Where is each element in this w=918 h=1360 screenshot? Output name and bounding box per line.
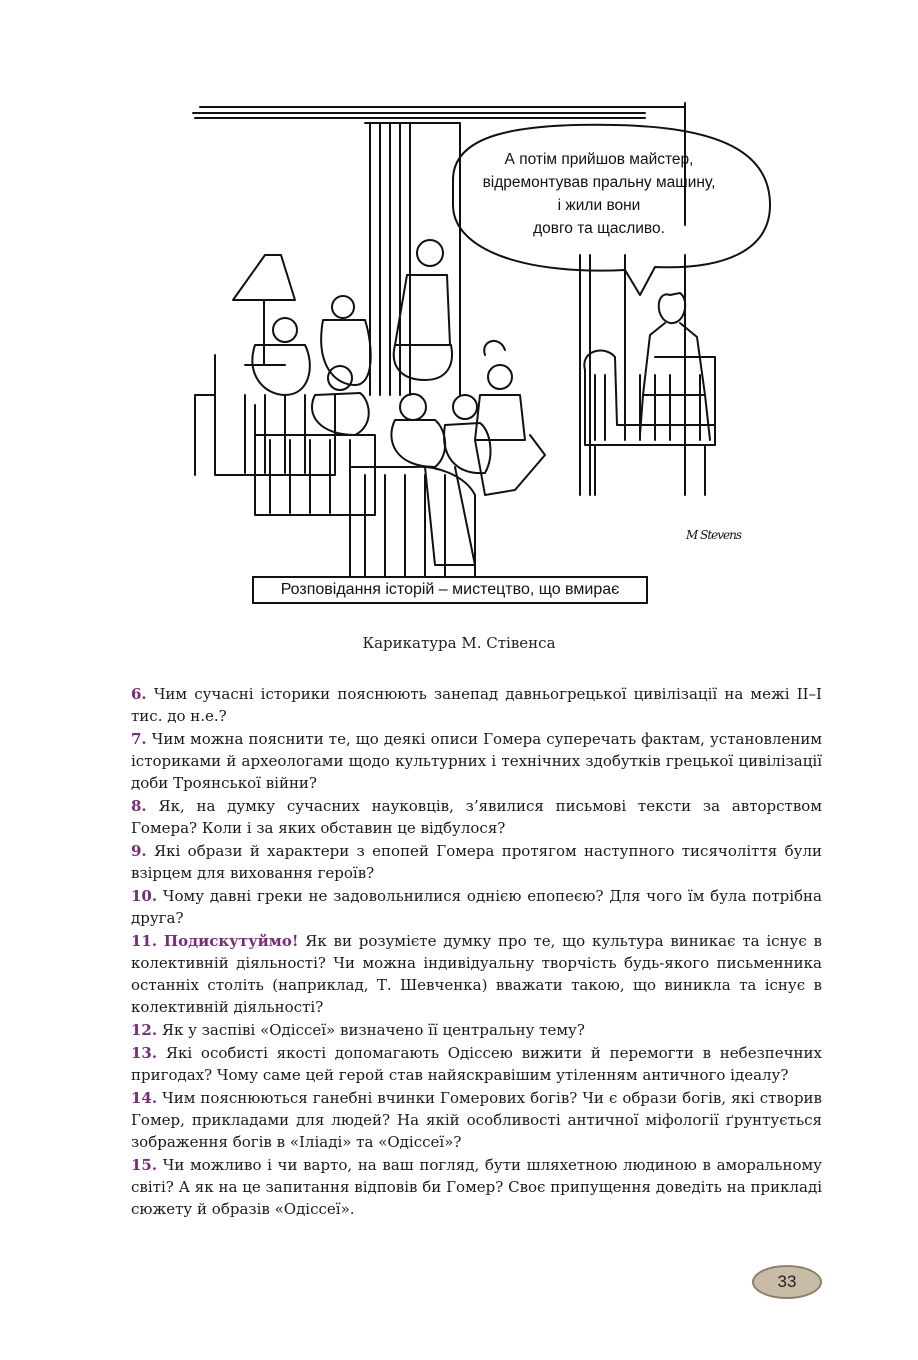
question-text: Які образи й характери з епопей Гомера протягом наступного тисячоліття були взірцем для виховання героїв?	[131, 842, 822, 882]
question-text: Як у заспіві «Одіссеї» визначено її центральну тему?	[161, 1021, 585, 1039]
question-item	[131, 1042, 822, 1086]
speech-bubble-text	[452, 148, 746, 240]
question-text: Як ви розумієте думку про те, що культура виникає та існує в колективній діяльності? Чи можна індивідуальну творчість будь-якого письменника останніх століть (наприклад, Т. Шевченка) вважати такою, що виникла та існує в колективній діяльності?	[131, 932, 822, 1016]
question-number: 14.	[131, 1089, 158, 1107]
figure-caption: Карикатура М. Стівенса	[362, 634, 556, 652]
question-item	[131, 930, 822, 1018]
question-text: Чим сучасні історики пояснюють занепад давньогрецької цивілізації на межі ІІ–І тис. до н.е.?	[131, 685, 822, 725]
speech-line: відремонтував пральну машину,	[482, 174, 716, 191]
question-number: 15.	[131, 1156, 158, 1174]
question-text: Чи можливо і чи варто, на ваш погляд, бути шляхетною людиною в аморальному світі? А як на це запитання відповів би Гомер? Своє припущення доведіть на прикладі сюжету й образів «Одіссеї».	[131, 1156, 822, 1218]
question-item	[131, 840, 822, 884]
question-item	[131, 683, 822, 727]
speech-line: А потім прийшов майстер,	[504, 151, 694, 168]
question-number: 7.	[131, 730, 147, 748]
speech-line: і жили вони	[557, 197, 641, 214]
question-text: Чим пояснюються ганебні вчинки Гомерових богів? Чи є образи богів, які створив Гомер, прикладами для людей? На якій особливості античної міфології ґрунтується зображення богів в «Іліаді» та «Одіссеї»?	[131, 1089, 822, 1151]
artist-signature: M Stevens	[686, 528, 742, 542]
question-item	[131, 885, 822, 929]
question-number: 8.	[131, 797, 147, 815]
question-item	[131, 1087, 822, 1153]
cartoon-caption: Розповідання історій – мистецтво, що вмирає	[252, 576, 648, 604]
speech-line: довго та щасливо.	[533, 220, 665, 237]
question-item	[131, 1019, 822, 1041]
question-list	[131, 683, 822, 1221]
question-number: 10.	[131, 887, 158, 905]
discussion-lead: Подискутуймо!	[163, 932, 299, 950]
question-text: Чим можна пояснити те, що деякі описи Гомера суперечать фактам, установленим істориками й археологами щодо культурних і технічних здобутків грецької цивілізації доби Троянської війни?	[131, 730, 822, 792]
question-text: Які особисті якості допомагають Одіссею вижити й перемогти в небезпечних пригодах? Чому саме цей герой став найяскравішим утіленням античного ідеалу?	[131, 1044, 822, 1084]
question-item	[131, 795, 822, 839]
question-number: 11.	[131, 932, 158, 950]
question-number: 9.	[131, 842, 147, 860]
question-number: 13.	[131, 1044, 158, 1062]
question-number: 12.	[131, 1021, 158, 1039]
question-item	[131, 728, 822, 794]
question-text: Як, на думку сучасних науковців, з’явилися письмові тексти за авторством Гомера? Коли і за яких обставин це відбулося?	[131, 797, 822, 837]
question-number: 6.	[131, 685, 147, 703]
page-number: 33	[752, 1265, 822, 1299]
question-item	[131, 1154, 822, 1220]
question-text: Чому давні греки не задовольнилися однією епопеєю? Для чого їм була потрібна друга?	[131, 887, 822, 927]
